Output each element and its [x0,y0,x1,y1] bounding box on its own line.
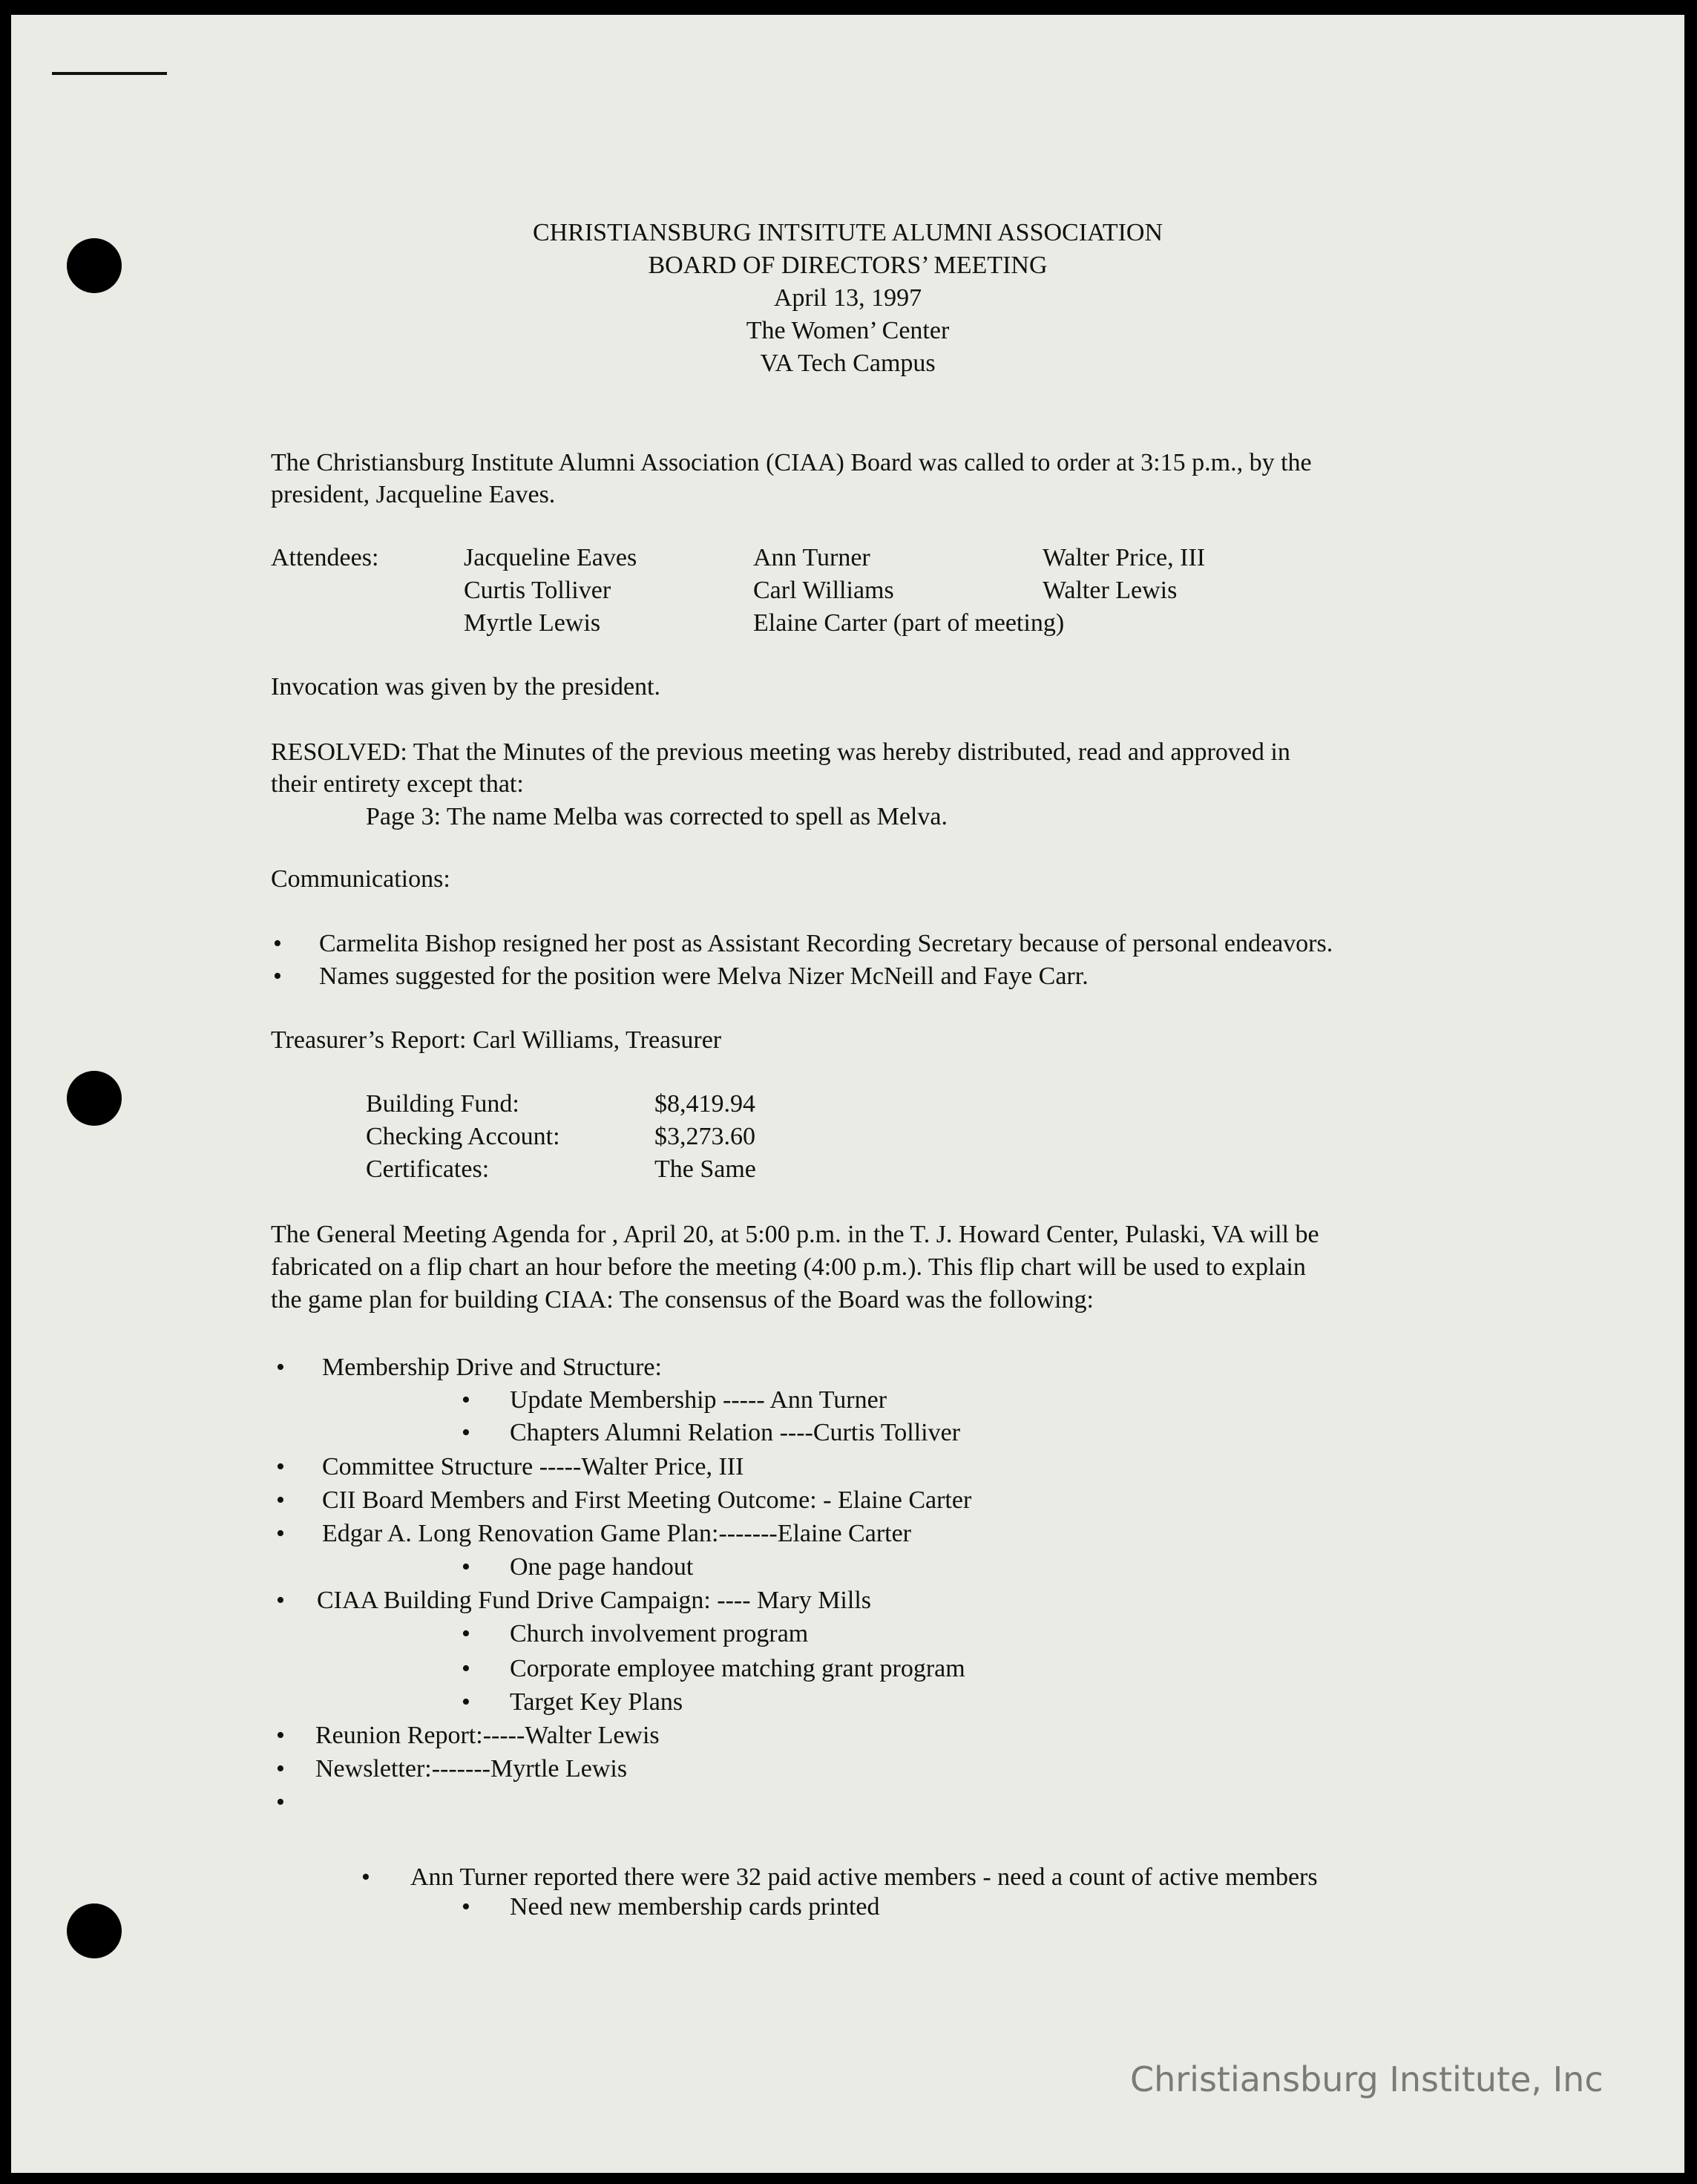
resolved-line-1: RESOLVED: That the Minutes of the previous meeting was hereby distributed, read and approved in [271,738,1290,766]
agenda-line-2: fabricated on a flip chart an hour before the meeting (4:00 p.m.). This flip chart will be used to explain [271,1253,1306,1281]
list-subitem: Church involvement program [510,1620,809,1647]
bullet-icon [276,1451,285,1483]
list-item: Membership Drive and Structure: [322,1354,662,1381]
bullet-icon [276,1719,285,1752]
list-subitem: Update Membership ----- Ann Turner [510,1386,887,1414]
list-item: CIAA Building Fund Drive Campaign: ---- Mary Mills [317,1587,872,1614]
intro-line-2: president, Jacqueline Eaves. [271,481,556,508]
heading-meeting: BOARD OF DIRECTORS’ MEETING [648,252,1048,279]
communications-heading: Communications: [271,865,450,893]
attendee: Walter Price, III [1043,544,1206,571]
heading-venue: The Women’ Center [746,317,950,344]
attendee: Jacqueline Eaves [464,544,637,571]
pen-mark [52,72,167,75]
bullet-icon [276,1484,285,1517]
list-item: Edgar A. Long Renovation Game Plan:-------Elaine Carter [322,1520,912,1547]
list-subitem: Chapters Alumni Relation ----Curtis Tolliver [510,1419,961,1446]
bullet-icon [273,960,282,993]
bullet-icon [462,1417,470,1449]
punch-hole-middle [67,1071,122,1126]
bullet-icon [276,1518,285,1550]
heading-org: CHRISTIANSBURG INTSITUTE ALUMNI ASSOCIATION [532,219,1163,246]
attendee: Curtis Tolliver [464,577,611,604]
attendees-label: Attendees: [271,544,379,571]
invocation-text: Invocation was given by the president. [271,673,660,701]
treasurer-label: Building Fund: [366,1090,519,1118]
list-subitem: Corporate employee matching grant program [510,1655,965,1682]
bullet-icon [273,928,282,960]
bullet-icon [276,1786,285,1819]
agenda-line-1: The General Meeting Agenda for , April 20, at 5:00 p.m. in the T. J. Howard Center, Pulaski, VA will be [271,1221,1319,1248]
punch-hole-bottom [67,1903,122,1958]
list-item: Reunion Report:-----Walter Lewis [315,1722,660,1749]
resolved-correction: Page 3: The name Melba was corrected to spell as Melva. [366,803,948,830]
list-item: Newsletter:-------Myrtle Lewis [315,1755,628,1783]
attendee: Elaine Carter (part of meeting) [753,609,1065,637]
bullet-icon [276,1351,285,1384]
attendee: Carl Williams [753,577,894,604]
bullet-icon [462,1384,470,1417]
watermark-text: Christiansburg Institute, Inc [1130,2059,1604,2099]
list-item: CII Board Members and First Meeting Outcome: - Elaine Carter [322,1486,972,1514]
bullet-icon [361,1861,370,1894]
treasurer-value: $3,273.60 [654,1123,755,1150]
list-subitem: Need new membership cards printed [510,1893,880,1921]
treasurer-label: Checking Account: [366,1123,560,1150]
communications-item: Carmelita Bishop resigned her post as Assistant Recording Secretary because of personal endeavors. [319,930,1333,957]
treasurer-heading: Treasurer’s Report: Carl Williams, Treasurer [271,1026,722,1054]
heading-location: VA Tech Campus [760,350,936,377]
list-subitem: Ann Turner reported there were 32 paid active members - need a count of active members [410,1863,1318,1891]
bullet-icon [462,1686,470,1719]
list-item: Committee Structure -----Walter Price, III [322,1453,744,1480]
attendee: Myrtle Lewis [464,609,601,637]
resolved-line-2: their entirety except that: [271,770,524,798]
intro-line-1: The Christiansburg Institute Alumni Association (CIAA) Board was called to order at 3:15 p.m., by the [271,449,1312,476]
bullet-icon [276,1584,285,1617]
document-page [11,15,1684,2173]
agenda-line-3: the game plan for building CIAA: The consensus of the Board was the following: [271,1286,1094,1314]
bullet-icon [462,1653,470,1685]
attendee: Walter Lewis [1043,577,1178,604]
attendee: Ann Turner [753,544,870,571]
bullet-icon [462,1551,470,1584]
bullet-icon [276,1753,285,1785]
list-subitem: One page handout [510,1553,694,1581]
list-subitem: Target Key Plans [510,1688,683,1716]
treasurer-label: Certificates: [366,1155,490,1183]
communications-item: Names suggested for the position were Melva Nizer McNeill and Faye Carr. [319,963,1089,990]
heading-date: April 13, 1997 [773,284,922,312]
treasurer-value: $8,419.94 [654,1090,755,1118]
bullet-icon [462,1618,470,1650]
bullet-icon [462,1891,470,1924]
treasurer-value: The Same [654,1155,756,1183]
